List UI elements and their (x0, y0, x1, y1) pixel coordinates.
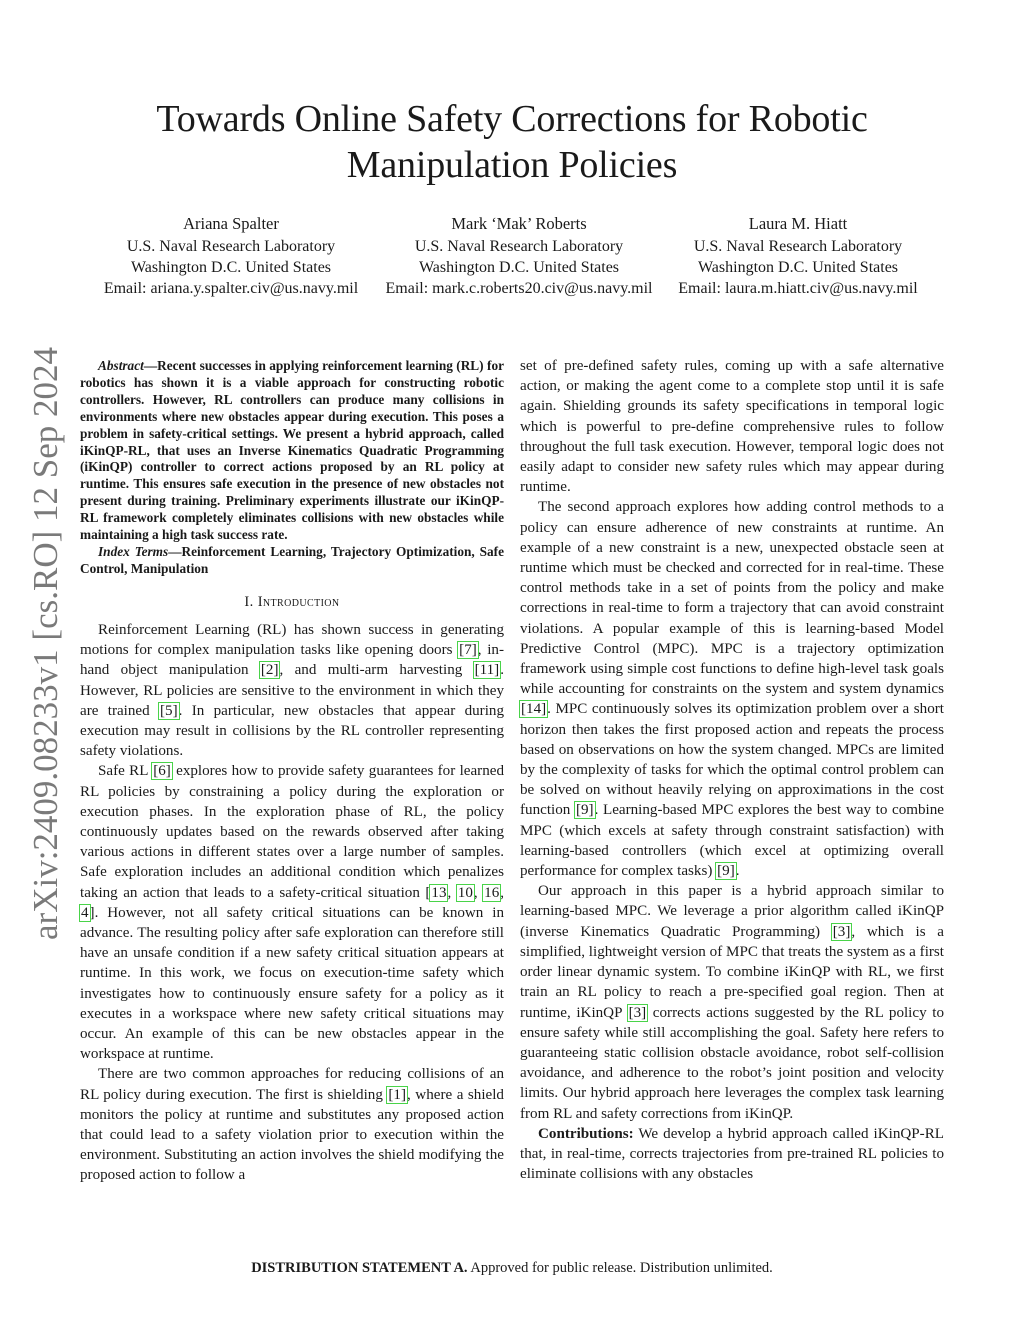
paragraph (80, 1064, 504, 1185)
citation-link[interactable]: [9] (575, 802, 594, 819)
text-run: . MPC continuously solves its optimization problem over a short horizon then takes the first proposed action and repeats the process based on observations on how the system changed. MPCs are limited by the complexity of tasks for which the optimal control problem can be solved on without heavily relying on approximations in the cost function (520, 701, 944, 819)
citation-link[interactable]: [1] (388, 1086, 407, 1103)
abstract (80, 358, 504, 544)
author-email: Email: mark.c.roberts20.civ@us.navy.mil (385, 280, 653, 297)
paragraph (520, 1124, 944, 1185)
index-terms (80, 544, 504, 578)
abstract-text: —Recent successes in applying reinforcement learning (RL) for robotics has shown it is a viable approach for constructing robotic controllers. However, RL controllers can produce many collisions in environments where new obstacles appear during execution. This poses a problem in safety-critical settings. We present a hybrid approach, called iKinQP-RL, that uses an Inverse Kinematics Quadratic Programming (iKinQP) controller to correct actions proposed by an RL policy at runtime. This ensures safe execution in the presence of new obstacles not present during training. Preliminary experiments illustrate our iKinQP-RL framework completely eliminates collisions with new obstacles while maintaining a high task success rate. (80, 358, 504, 543)
text-run: corrects actions suggested by the RL policy to ensure safety while still accomplishing the goal. Safety here refers to guaranteeing static collision obstacle avoidance, robot self-collision avoidance, and adherence to the robot’s joint position and velocity limits. Our hybrid approach here leverages the complex task learning from RL and safety corrections from iKinQP. (520, 1004, 944, 1122)
distribution-label: DISTRIBUTION STATEMENT A. (251, 1260, 468, 1276)
text-run: Reinforcement Learning (RL) has shown success in generating motions for complex manipulation tasks like opening doors (80, 621, 504, 659)
citation-link[interactable]: [14] (521, 701, 547, 718)
section-number: I. (244, 593, 258, 610)
author-email: Email: ariana.y.spalter.civ@us.navy.mil (103, 280, 359, 297)
paragraph (80, 761, 504, 1064)
author-location: Washington D.C. United States (418, 259, 620, 276)
text-run: , and multi-arm harvesting (279, 662, 474, 679)
paragraph (520, 497, 944, 881)
abstract-label: Abstract (98, 358, 144, 373)
text-run: , which is a simplified, lightweight version of MPC that treats the system as a first order linear dynamic system. To combine iKinQP with RL, we first train an RL policy to reach a pre-specified goal region. Then at runtime, iKinQP (520, 923, 944, 1021)
distribution-text: Approved for public release. Distribution unlimited. (467, 1260, 773, 1276)
index-terms-text: —Reinforcement Learning, Trajectory Optimization, Safe Control, Manipulation (80, 543, 505, 576)
text-run: ]. However, not all safety critical situations can be known in advance. The resulting policy after safe exploration can therefore still have an unsafe condition if a new safety critical situation appears at runtime. In this work, we focus on execution-time safety which investigates how to continuously ensure safety for a policy as it executes in a workspace where new safety critical situations may occur. An example of this can be new obstacles appear in the workspace at runtime. (80, 904, 504, 1063)
citation-link[interactable]: 10 (457, 884, 473, 901)
citation-link[interactable]: [3] (628, 1004, 647, 1021)
citation-link[interactable]: [9] (717, 863, 735, 880)
text-run: There are two common approaches for reducing collisions of an RL policy during execution. The first is shielding (80, 1066, 504, 1103)
contributions-label: Contributions: (538, 1125, 634, 1142)
arxiv-stamp: arXiv:2409.08233v1 [cs.RO] 12 Sep 2024 (26, 346, 65, 940)
text-run: , (500, 884, 505, 901)
paragraph: set of pre-defined safety rules, coming up with a safe alternative action, or making the agent come to a complete stop until it is safe again. Shielding grounds its safety specifications in temporal logic which is powerful to pre-define comprehensive rules to follow throughout the full task execution. However, temporal logic does not easily adapt to consider new safety rules which may appear during runtime. (520, 358, 944, 496)
author-email: Email: laura.m.hiatt.civ@us.navy.mil (678, 280, 918, 297)
paper-title: Towards Online Safety Corrections for Robotic Manipulation Policies (156, 98, 868, 186)
text-run: We develop a hybrid approach called iKinQP-RL that, in real-time, corrects trajectories from pre-trained RL policies to eliminate collisions with any obstacles (520, 1125, 944, 1183)
author-affiliation: U.S. Naval Research Laboratory (693, 238, 903, 255)
citation-link[interactable]: [11] (474, 662, 500, 679)
right-column (520, 356, 944, 1184)
section-heading (80, 592, 504, 612)
section-title: Introduction (257, 593, 340, 610)
text-run: . In particular, new obstacles that appear during execution may result in collisions by the RL controller representing safety violations. (80, 702, 504, 760)
citation-link[interactable]: 16 (484, 884, 500, 901)
citation-link[interactable]: 13 (431, 884, 447, 901)
paragraph (520, 881, 944, 1123)
author-affiliation: U.S. Naval Research Laboratory (126, 238, 336, 255)
author-block-3 (664, 213, 932, 299)
author-affiliation: U.S. Naval Research Laboratory (414, 238, 624, 255)
author-name: Ariana Spalter (183, 214, 279, 233)
paragraph (80, 620, 504, 761)
text-run: , in-hand object manipulation (80, 642, 504, 679)
text-run: The second approach explores how adding control methods to a policy can ensure adherence of new constraints at runtime. An example of a new constraint is a new, unexpected obstacle seen at runtime which must be checked and corrected for in real-time. These control methods take in a set of points from the policy and make corrections in real-time to form a trajectory that can avoid constraint violations. A popular example of this is learning-based Model Predictive Control (MPC). MPC is a trajectory optimization framework using simple cost functions to define high-level task goals while accounting for constraints on the system and system dynamics (520, 499, 944, 698)
text-run: , where a shield monitors the policy at runtime and substitutes any proposed action that could lead to a safety violation prior to execution within the environment. Substituting an action involves the shield modifying the proposed action to follow a (80, 1086, 504, 1184)
citation-link[interactable]: [3] (832, 923, 851, 940)
index-terms-label: Index Terms (98, 543, 169, 559)
author-name: Laura M. Hiatt (748, 214, 848, 233)
text-run: explores how to provide safety guarantees for learned RL policies by constraining a policy during the exploration or execution phases. In the exploration phase of RL, the policy continuously updates based on the rewards observed after taking various actions in different states over a large number of samples. Safe exploration includes an additional condition which penalizes taking an action that leads to a safety-critical situation [ (80, 763, 504, 901)
distribution-statement (0, 1260, 1024, 1277)
text-run: , (447, 884, 457, 901)
citation-link[interactable]: [5] (160, 702, 178, 719)
author-location: Washington D.C. United States (697, 259, 899, 276)
author-name: Mark ‘Mak’ Roberts (451, 214, 587, 233)
text-run: . However, RL policies are sensitive to the environment in which they are trained (80, 662, 504, 719)
author-location: Washington D.C. United States (130, 259, 332, 276)
text-run: . (735, 863, 740, 880)
text-run: , (473, 884, 484, 901)
author-block-1 (88, 213, 374, 299)
citation-link[interactable]: [2] (260, 662, 279, 679)
citation-link[interactable]: [6] (153, 763, 171, 780)
text-run: Our approach in this paper is a hybrid approach similar to learning-based MPC. We leverage a prior algorithm called iKinQP (inverse Kinematics Quadratic Programming) (520, 883, 944, 940)
text-run: Safe RL (98, 763, 153, 780)
left-column (80, 358, 504, 1186)
citation-link[interactable]: 4 (81, 904, 89, 921)
citation-link[interactable]: [7] (459, 642, 477, 659)
author-block-2 (374, 213, 664, 299)
text-run: . Learning-based MPC explores the best way to combine MPC (which excels at safety through constraint satisfaction) with learning-based controllers (which excel at optimizing overall performance for complex tasks) (520, 802, 944, 880)
